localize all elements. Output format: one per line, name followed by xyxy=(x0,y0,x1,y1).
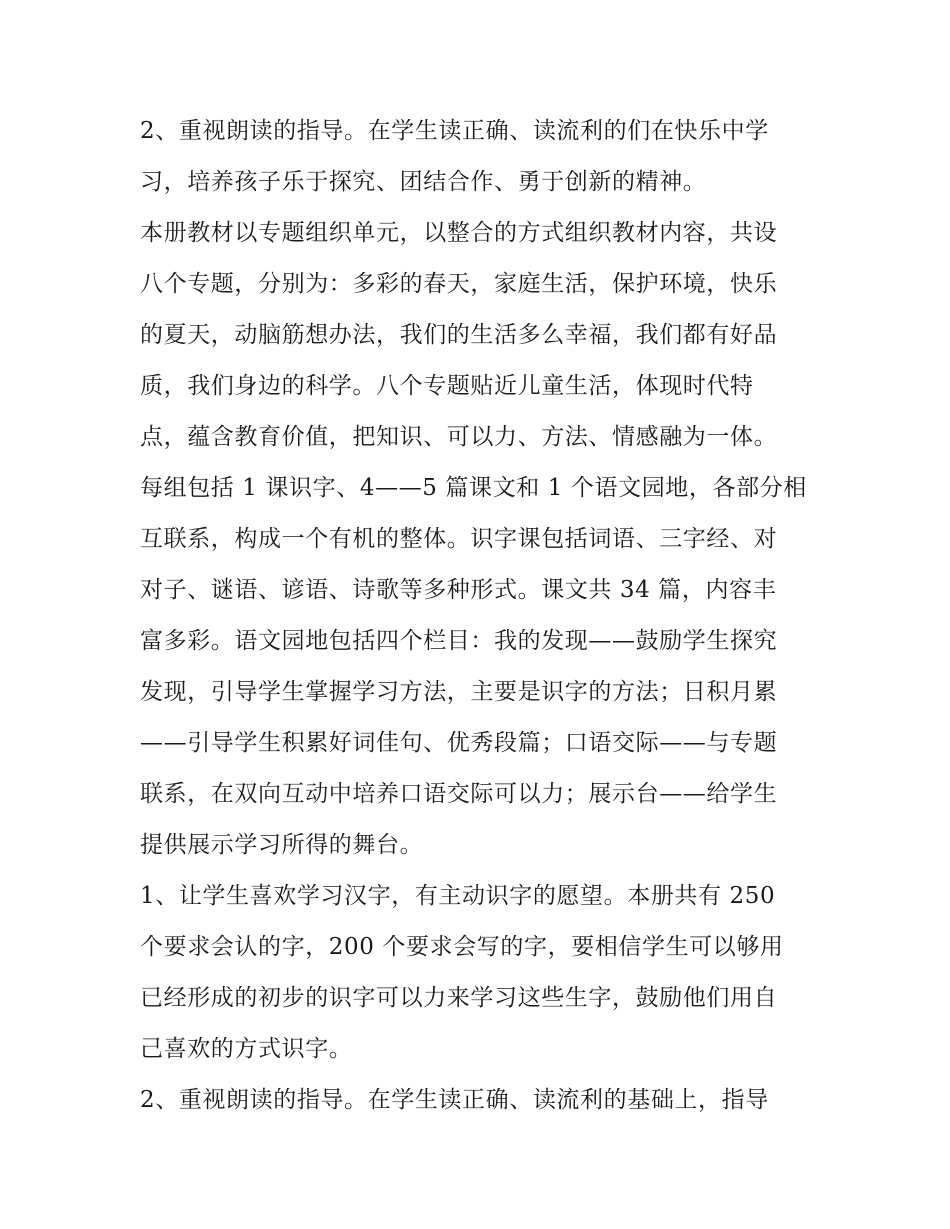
text-line: 对子、谜语、谚语、诗歌等多种形式。课文共 34 篇，内容丰 xyxy=(140,577,777,603)
text-line: 质，我们身边的科学。八个专题贴近儿童生活，体现时代特 xyxy=(140,373,754,399)
text-line: 2、重视朗读的指导。在学生读正确、读流利的们在快乐中学 xyxy=(140,118,769,144)
text-line: 1、让学生喜欢学习汉字，有主动识字的愿望。本册共有 250 xyxy=(140,883,776,909)
text-line: 习，培养孩子乐于探究、团结合作、勇于创新的精神。 xyxy=(140,169,707,195)
text-line: 已经形成的初步的识字可以力来学习这些生字，鼓励他们用自 xyxy=(140,985,778,1011)
text-line: 发现，引导学生掌握学习方法，主要是识字的方法；日积月累 xyxy=(140,679,778,705)
document-body xyxy=(140,106,820,1126)
text-line: 点，蕴含教育价值，把知识、可以力、方法、情感融为一体。 xyxy=(140,424,778,450)
text-line: 互联系，构成一个有机的整体。识字课包括词语、三字经、对 xyxy=(140,526,778,552)
text-line: 本册教材以专题组织单元，以整合的方式组织教材内容，共设 xyxy=(140,220,778,246)
text-line: 富多彩。语文园地包括四个栏目：我的发现——鼓励学生探究 xyxy=(140,628,778,654)
text-line: 个要求会认的字，200 个要求会写的字，要相信学生可以够用 xyxy=(140,934,784,960)
text-line: 每组包括 1 课识字、4——5 篇课文和 1 个语文园地，各部分相 xyxy=(140,475,807,501)
text-line: 提供展示学习所得的舞台。 xyxy=(140,832,424,858)
text-line: ——引导学生积累好词佳句、优秀段篇；口语交际——与专题 xyxy=(140,730,778,756)
text-line: 联系，在双向互动中培养口语交际可以力；展示台——给学生 xyxy=(140,781,778,807)
text-line: 2、重视朗读的指导。在学生读正确、读流利的基础上，指导 xyxy=(140,1087,769,1113)
text-line: 的夏天，动脑筋想办法，我们的生活多么幸福，我们都有好品 xyxy=(140,322,778,348)
text-line: 八个专题，分别为：多彩的春天，家庭生活，保护环境，快乐 xyxy=(140,271,778,297)
text-line: 己喜欢的方式识字。 xyxy=(140,1036,353,1062)
